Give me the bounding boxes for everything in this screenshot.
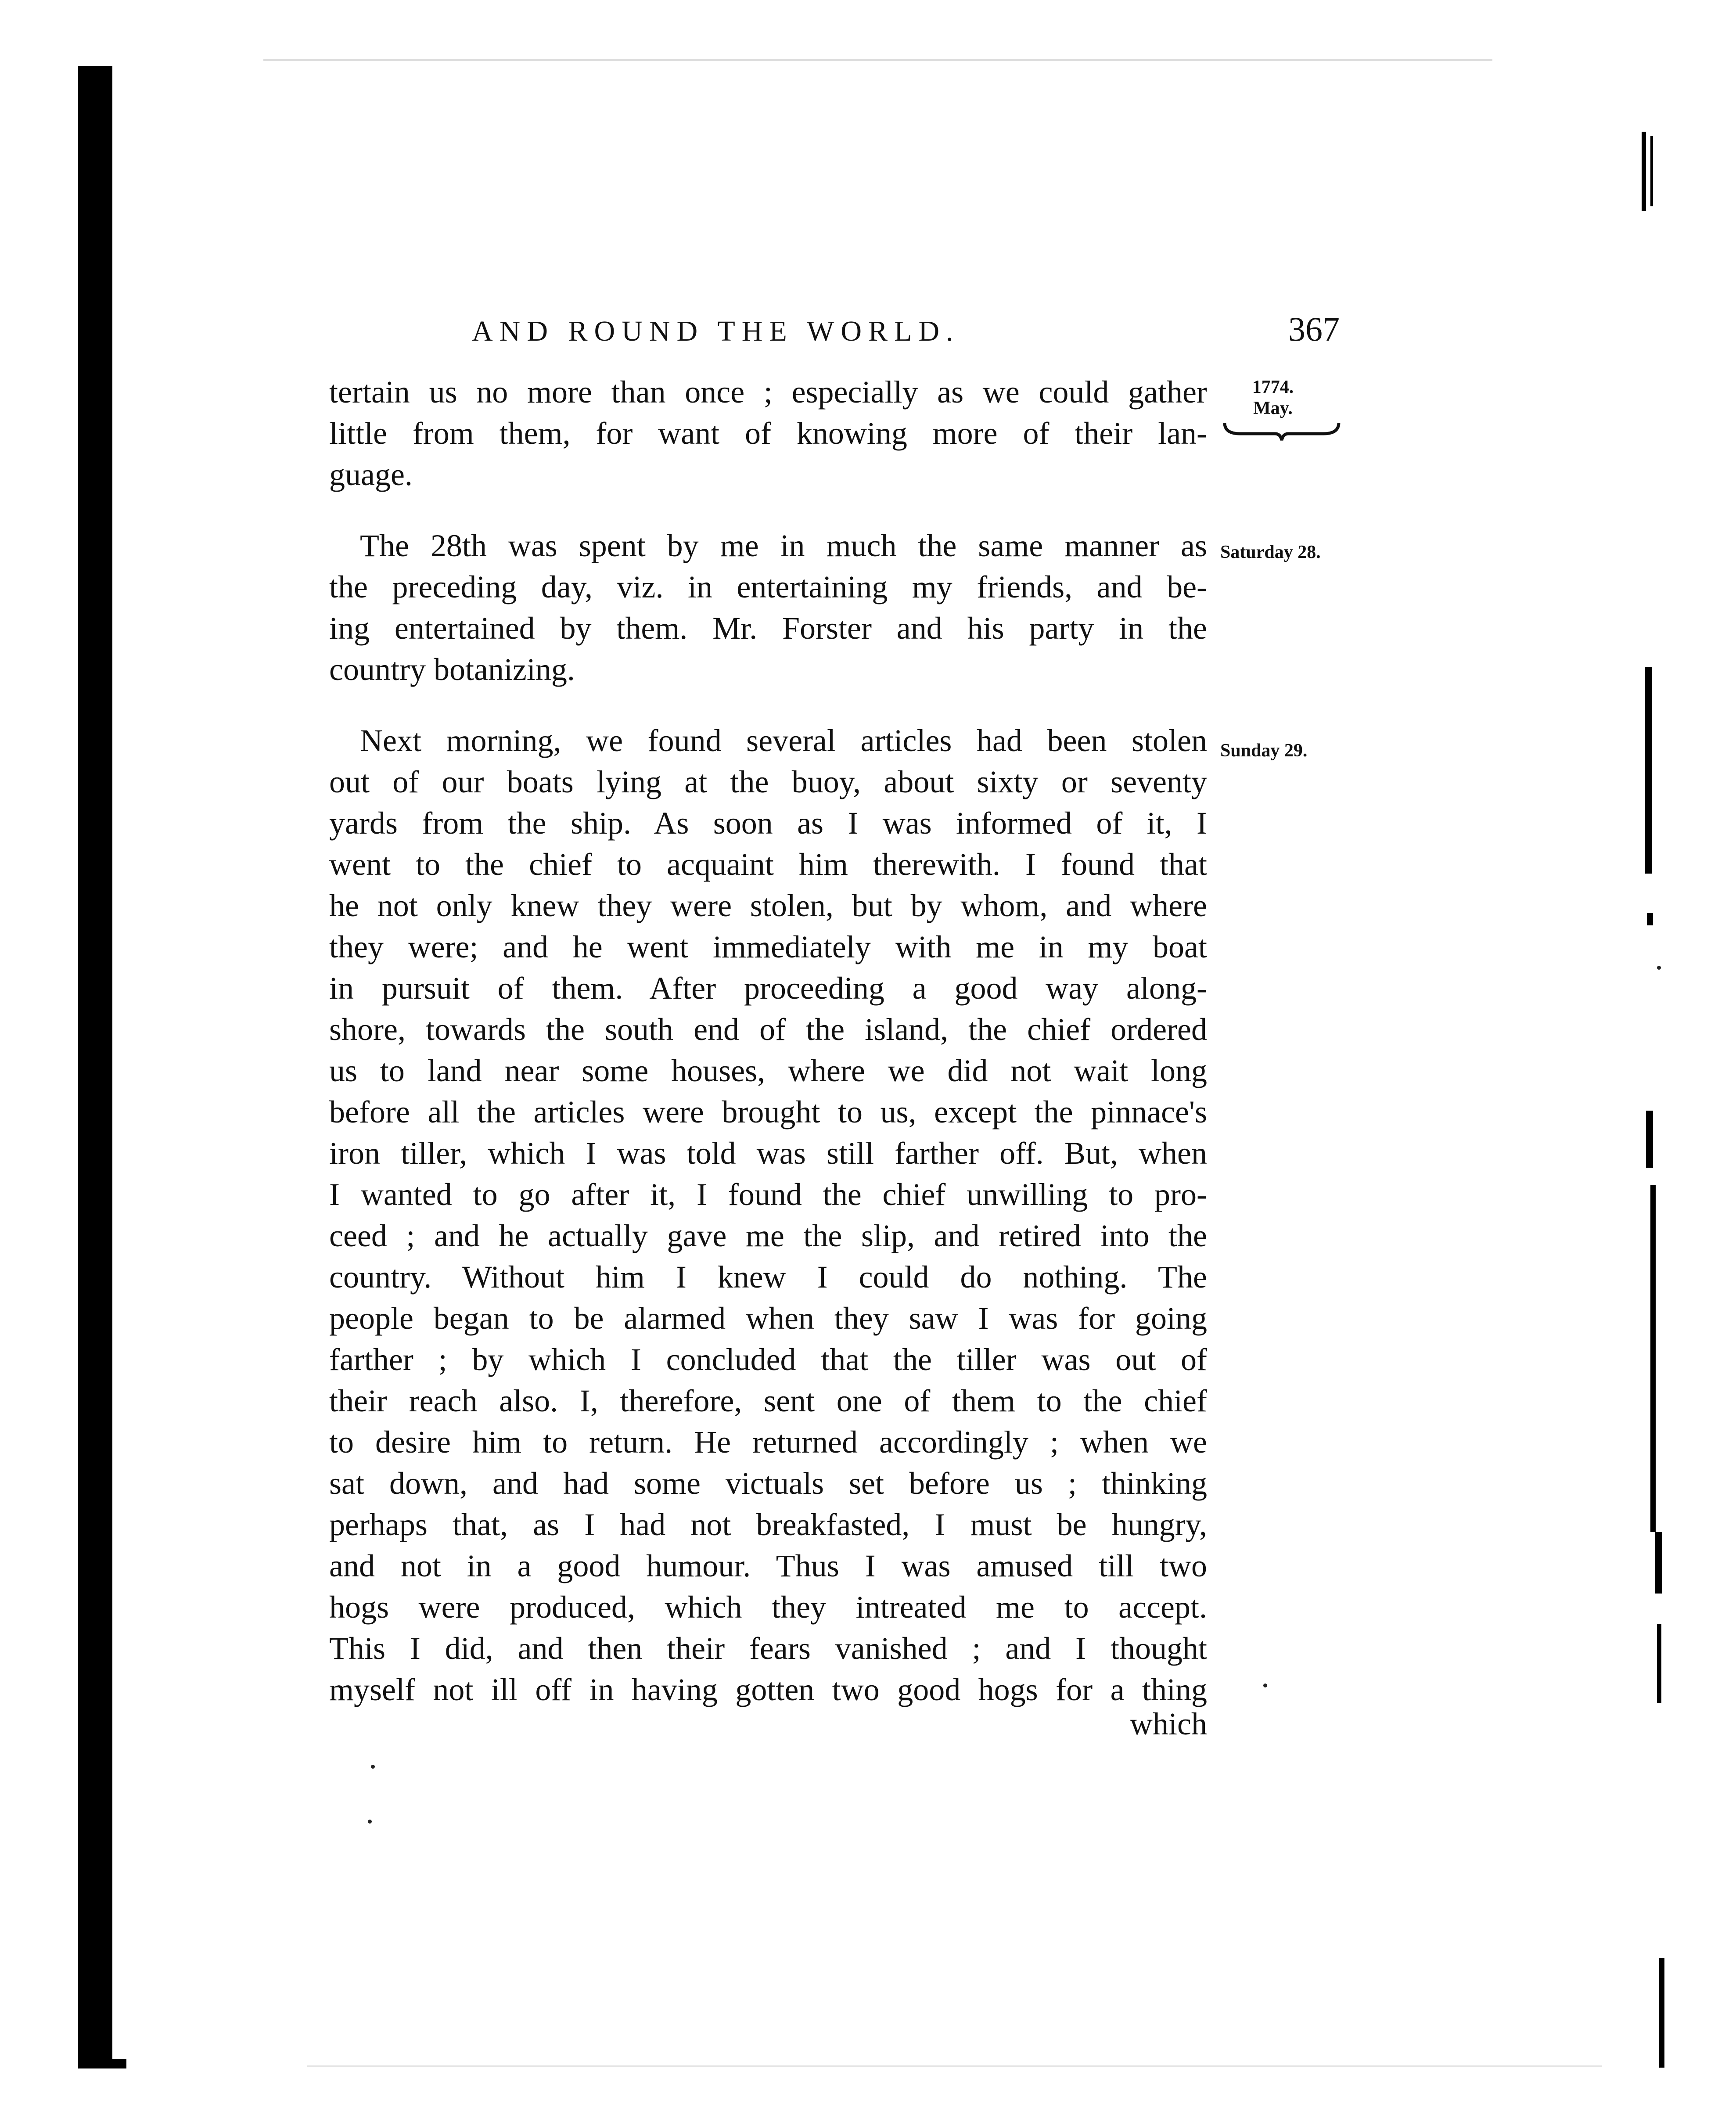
text-line: before all the articles were brought to us, except the pinnace's [329, 1094, 1207, 1130]
text-line: and not in a good humour. Thus I was amused till two [329, 1548, 1207, 1583]
text-line: to desire him to return. He returned accordingly ; when we [329, 1425, 1207, 1460]
text-line: out of our boats lying at the buoy, about sixty or seventy [329, 764, 1207, 799]
margin-date-sunday: Sunday 29. [1220, 741, 1308, 761]
speck [1657, 966, 1661, 970]
edge-mark [1655, 1532, 1662, 1594]
text-line: people began to be alarmed when they saw I was for going [329, 1301, 1207, 1336]
text-line: the preceding day, viz. in entertaining my friends, and be- [329, 569, 1207, 604]
page-number: 367 [1288, 310, 1340, 348]
binding-shadow-tail [78, 2059, 126, 2068]
speck [263, 59, 1492, 61]
edge-mark [1659, 1958, 1664, 2068]
text-line: their reach also. I, therefore, sent one of them to the chief [329, 1383, 1207, 1418]
edge-mark [1645, 667, 1652, 874]
text-line: ceed ; and he actually gave me the slip, and retired into the [329, 1218, 1207, 1253]
margin-year: 1774. [1252, 377, 1294, 397]
speck [368, 1820, 372, 1824]
edge-mark [1642, 132, 1646, 211]
speck [307, 2065, 1602, 2067]
text-line: hogs were produced, which they intreated me to accept. [329, 1590, 1207, 1625]
text-line: ing entertained by them. Mr. Forster and his party in the [329, 611, 1207, 646]
edge-mark [1646, 1111, 1653, 1168]
text-line: tertain us no more than once ; especially as we could gather [329, 374, 1207, 410]
text-line: The 28th was spent by me in much the same manner as [360, 528, 1207, 563]
running-head: AND ROUND THE WORLD. [472, 315, 960, 347]
text-line: I wanted to go after it, I found the chief unwilling to pro- [329, 1177, 1207, 1212]
edge-mark [1647, 913, 1653, 925]
edge-mark [1657, 1624, 1661, 1703]
text-line: guage. [329, 457, 413, 492]
paragraph [329, 720, 1207, 1710]
text-line: yards from the ship. As soon as I was informed of it, I [329, 806, 1207, 841]
text-line: This I did, and then their fears vanished ; and I thought [329, 1631, 1207, 1666]
speck [371, 1765, 375, 1769]
text-line: country botanizing. [329, 652, 575, 687]
text-line: he not only knew they were stolen, but by whom, and where [329, 888, 1207, 923]
paragraph [329, 371, 1207, 495]
catchword: which [1130, 1706, 1207, 1741]
text-line: farther ; by which I concluded that the tiller was out of [329, 1342, 1207, 1377]
text-line: myself not ill off in having gotten two good hogs for a thing [329, 1672, 1207, 1707]
text-line: in pursuit of them. After proceeding a good way along- [329, 971, 1207, 1006]
text-line: went to the chief to acquaint him therewith. I found that [329, 847, 1207, 882]
margin-brace [1222, 421, 1341, 442]
text-line: little from them, for want of knowing more of their lan- [329, 416, 1207, 451]
text-line: they were; and he went immediately with me in my boat [329, 929, 1207, 964]
margin-date-saturday: Saturday 28. [1220, 542, 1321, 562]
edge-mark [1650, 1185, 1656, 1532]
text-line: sat down, and had some victuals set before us ; thinking [329, 1466, 1207, 1501]
binding-shadow [78, 66, 112, 2068]
text-line: iron tiller, which I was told was still farther off. But, when [329, 1136, 1207, 1171]
margin-month: May. [1253, 398, 1293, 418]
text-line: Next morning, we found several articles had been stolen [360, 723, 1207, 758]
paragraph [329, 525, 1207, 690]
text-line: perhaps that, as I had not breakfasted, I must be hungry, [329, 1507, 1207, 1542]
text-line: us to land near some houses, where we did not wait long [329, 1053, 1207, 1088]
edge-mark [1650, 136, 1653, 206]
text-line: shore, towards the south end of the island, the chief ordered [329, 1012, 1207, 1047]
speck [1263, 1684, 1267, 1687]
text-line: country. Without him I knew I could do nothing. The [329, 1259, 1207, 1295]
